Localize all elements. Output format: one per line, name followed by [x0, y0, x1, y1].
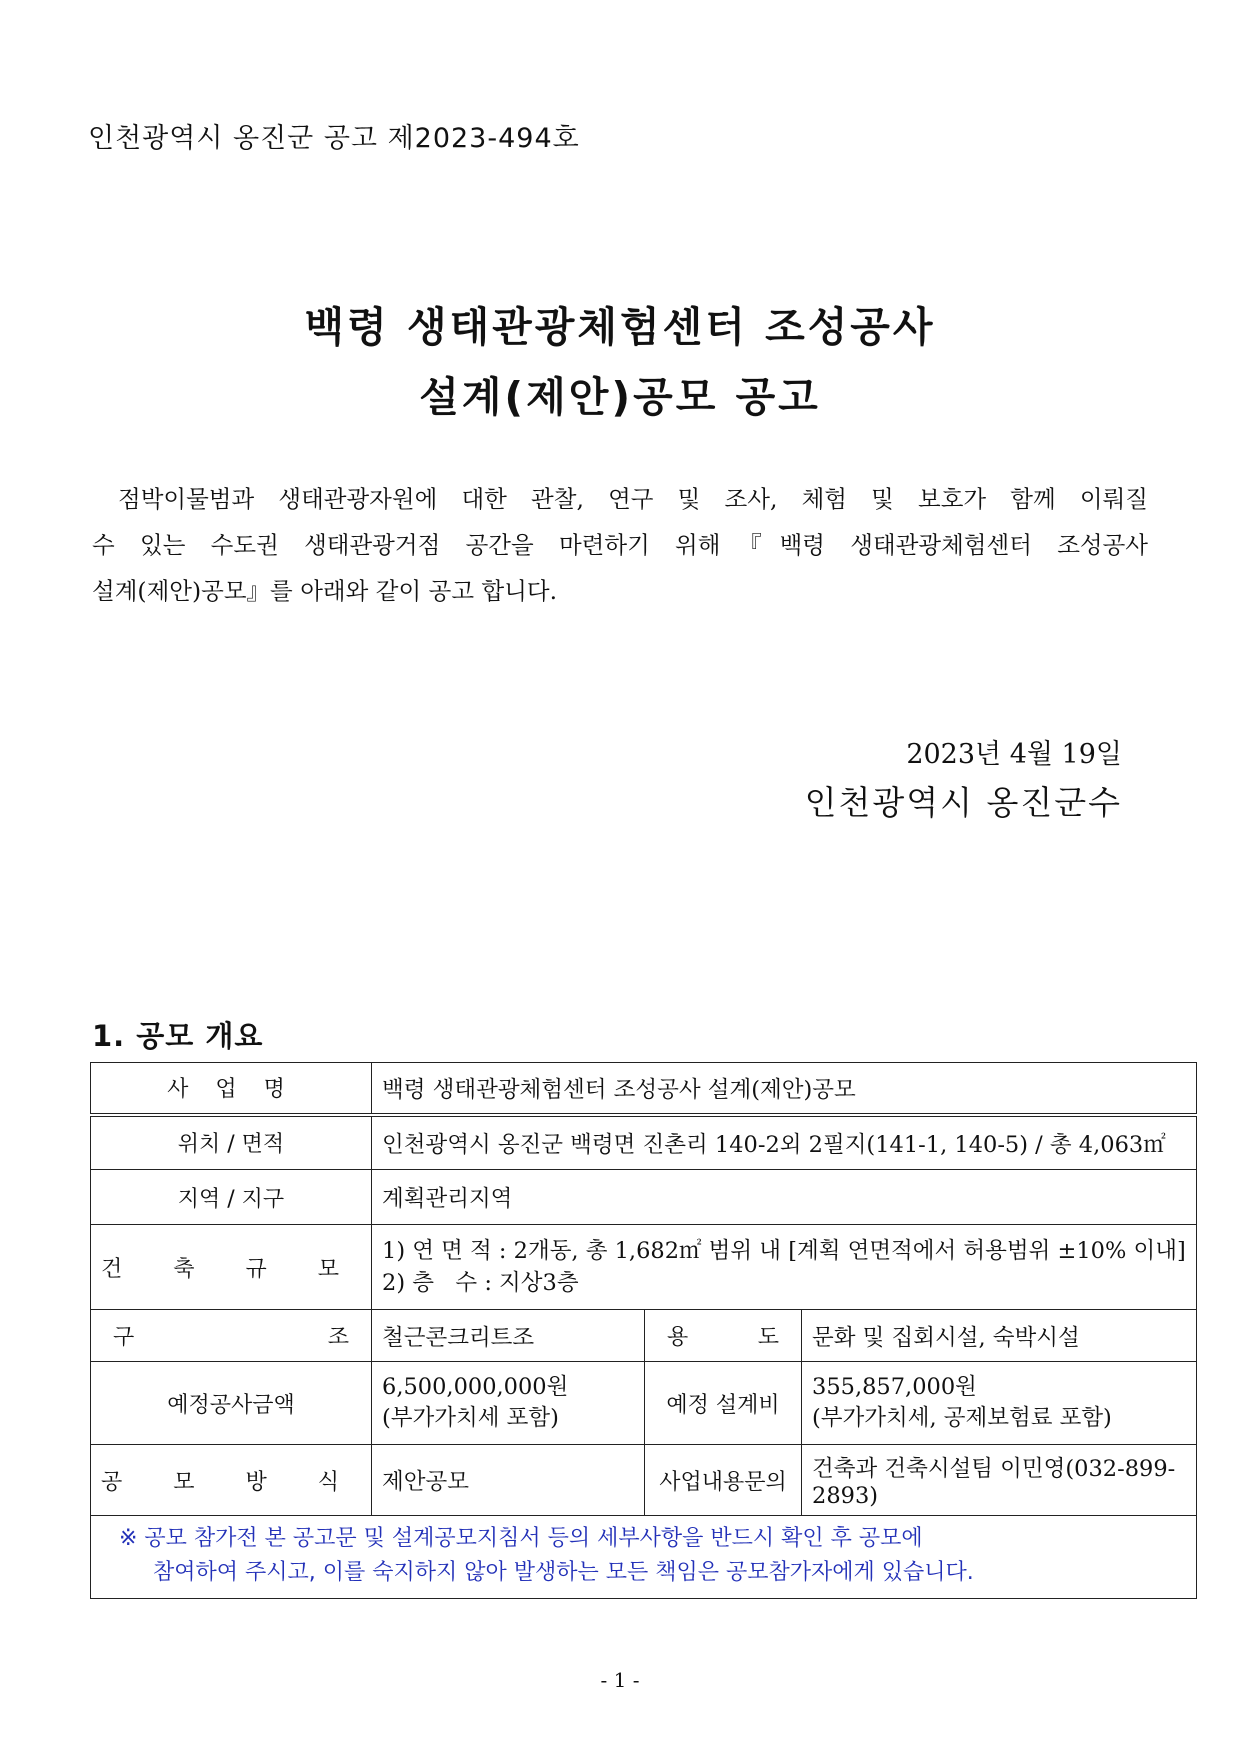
project-name-value: 백령 생태관광체험센터 조성공사 설계(제안)공모: [372, 1063, 1197, 1115]
scale-value: [372, 1225, 1197, 1310]
inquiry-label: 사업내용문의: [645, 1445, 802, 1516]
structure-value: 철근콘크리트조: [372, 1310, 645, 1362]
row-zone: [91, 1170, 1197, 1225]
construction-cost-amount: 6,500,000,000원: [382, 1374, 569, 1400]
intro-line-3: 설계(제안)공모』를 아래와 같이 공고 합니다.: [92, 577, 558, 605]
location-label: 위치 / 면적: [91, 1115, 372, 1170]
zone-value: 계획관리지역: [372, 1170, 1197, 1225]
design-fee-label: 예정 설계비: [645, 1362, 802, 1445]
section-heading-overview: 1. 공모 개요: [92, 1019, 264, 1053]
zone-label: 지역 / 지구: [91, 1170, 372, 1225]
scale-label: 건 축 규 모: [91, 1225, 372, 1310]
page-number: - 1 -: [600, 1668, 640, 1692]
row-location: [91, 1115, 1197, 1170]
design-fee-note: (부가가치세, 공제보험료 포함): [812, 1405, 1112, 1431]
title-line-2: 설계(제안)공모 공고: [419, 373, 821, 421]
row-structure-use: [91, 1310, 1197, 1362]
scale-line-1: 1) 연 면 적 : 2개동, 총 1,682㎡ 범위 내 [계획 연면적에서 허용범위 ±10% 이내]: [382, 1238, 1186, 1264]
notice-number: 인천광역시 옹진군 공고 제2023-494호: [88, 123, 580, 154]
construction-cost-label: 예정공사금액: [91, 1362, 372, 1445]
use-label: 용 도: [645, 1310, 802, 1362]
issuer: 인천광역시 옹진군수: [804, 783, 1122, 822]
method-value: 제안공모: [372, 1445, 645, 1516]
project-name-label: 사 업 명: [91, 1063, 372, 1115]
design-fee-amount: 355,857,000원: [812, 1374, 977, 1400]
row-note: [91, 1516, 1197, 1599]
row-cost: [91, 1362, 1197, 1445]
use-value: 문화 및 집회시설, 숙박시설: [802, 1310, 1197, 1362]
construction-cost-value: [372, 1362, 645, 1445]
note-line-2: 참여하여 주시고, 이를 숙지하지 않아 발생하는 모든 책임은 공모참가자에게 있습니다.: [153, 1560, 974, 1585]
overview-table: [90, 1062, 1197, 1599]
row-scale: [91, 1225, 1197, 1310]
notice-date: 2023년 4월 19일: [906, 739, 1122, 770]
inquiry-value: 건축과 건축시설팀 이민영(032-899-2893): [802, 1445, 1197, 1516]
participation-note: [91, 1516, 1197, 1599]
location-value: 인천광역시 옹진군 백령면 진촌리 140-2외 2필지(141-1, 140-5) / 총 4,063㎡: [372, 1115, 1197, 1170]
title-line-1: 백령 생태관광체험센터 조성공사: [304, 303, 936, 351]
intro-line-1: 점박이물범과 생태관광자원에 대한 관찰, 연구 및 조사, 체험 및 보호가 함께 이뤄질: [118, 485, 1148, 513]
row-method-inquiry: [91, 1445, 1197, 1516]
intro-line-2: 수 있는 수도권 생태관광거점 공간을 마련하기 위해『백령 생태관광체험센터 조성공사: [92, 531, 1148, 559]
scale-line-2: 2) 층 수 : 지상3층: [382, 1270, 579, 1296]
design-fee-value: [802, 1362, 1197, 1445]
method-label: 공 모 방 식: [91, 1445, 372, 1516]
structure-label: 구 조: [91, 1310, 372, 1362]
note-line-1: ※ 공모 참가전 본 공고문 및 설계공모지침서 등의 세부사항을 반드시 확인 후 공모에: [119, 1526, 923, 1551]
construction-cost-note: (부가가치세 포함): [382, 1405, 559, 1431]
row-project-name: [91, 1063, 1197, 1115]
